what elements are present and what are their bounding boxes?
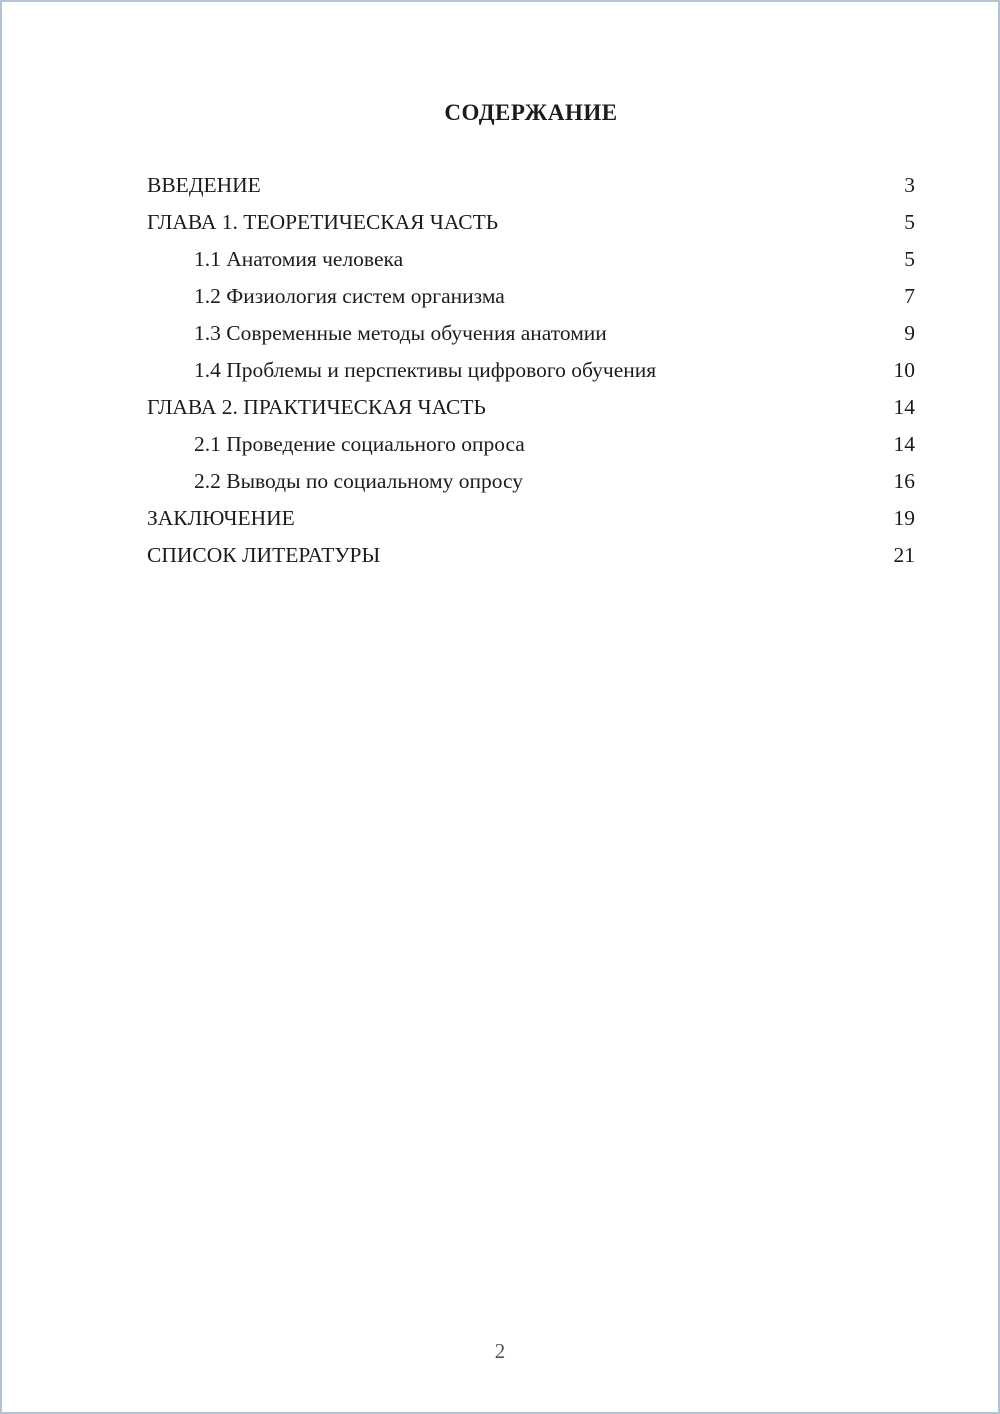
toc-entry (147, 426, 915, 463)
toc-entry (147, 241, 915, 278)
toc-entry (147, 352, 915, 389)
toc-entry (147, 204, 915, 241)
toc-entry-page: 3 (904, 173, 915, 197)
page-title: СОДЕРЖАНИЕ (444, 100, 618, 125)
toc-entry-page: 7 (904, 284, 915, 308)
toc-entry-page: 16 (893, 469, 915, 493)
toc-entry (147, 315, 915, 352)
toc-entry-page: 21 (893, 543, 915, 567)
toc-entry-label: 1.2 Физиология систем организма (194, 284, 505, 308)
toc-entry-label: ВВЕДЕНИЕ (147, 173, 261, 197)
toc-entry-label: ГЛАВА 2. ПРАКТИЧЕСКАЯ ЧАСТЬ (147, 395, 486, 419)
toc-entry-label: ГЛАВА 1. ТЕОРЕТИЧЕСКАЯ ЧАСТЬ (147, 210, 499, 234)
toc-entry-page: 9 (904, 321, 915, 345)
toc-entry (147, 537, 915, 574)
toc-entry (147, 167, 915, 204)
toc-entry-page: 14 (893, 432, 915, 456)
toc-entry (147, 500, 915, 537)
toc-entry (147, 463, 915, 500)
toc-entry-label: 1.1 Анатомия человека (194, 247, 404, 271)
toc-entry-page: 19 (893, 506, 915, 530)
toc-entry (147, 389, 915, 426)
toc-entry-page: 5 (904, 210, 915, 234)
toc-entry-page: 5 (904, 247, 915, 271)
toc-entry-label: 1.4 Проблемы и перспективы цифрового обучения (194, 358, 657, 382)
toc-entry-page: 14 (893, 395, 915, 419)
toc-entry (147, 278, 915, 315)
toc-entry-page: 10 (893, 358, 915, 382)
table-of-contents (2, 167, 998, 574)
toc-entry-label: 2.2 Выводы по социальному опросу (194, 469, 524, 493)
page-number: 2 (494, 1339, 506, 1363)
toc-entry-label: 2.1 Проведение социального опроса (194, 432, 525, 456)
toc-entry-label: ЗАКЛЮЧЕНИЕ (147, 506, 295, 530)
toc-entry-label: 1.3 Современные методы обучения анатомии (194, 321, 607, 345)
toc-entry-label: СПИСОК ЛИТЕРАТУРЫ (147, 543, 381, 567)
